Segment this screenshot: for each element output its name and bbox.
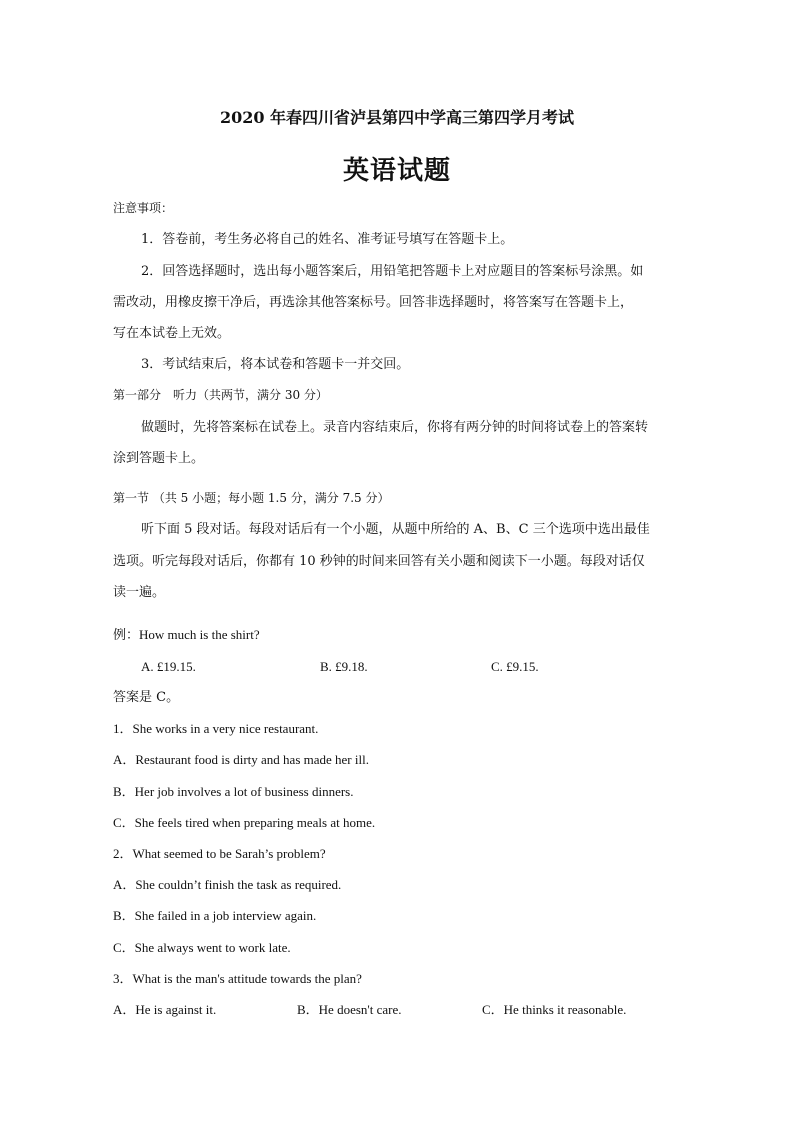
notice-item-2-line-2: 需改动，用橡皮擦干净后，再选涂其他答案标号。回答非选择题时，将答案写在答题卡上， bbox=[113, 295, 634, 310]
question-3-option-c: C．He thinks it reasonable. bbox=[482, 1002, 627, 1017]
question-3-stem: 3．What is the man's attitude towards the plan? bbox=[113, 971, 362, 986]
section1-heading: 第一节 （共 5 小题；每小题 1.5 分，满分 7.5 分） bbox=[113, 491, 390, 505]
exam-title: 2020 年春四川省泸县第四中学高三第四学月考试 bbox=[219, 108, 575, 127]
question-1-stem: 1．She works in a very nice restaurant. bbox=[113, 721, 319, 736]
section1-intro-line-2: 选项。听完每段对话后，你都有 10 秒钟的时间来回答有关小题和阅读下一小题。每段对话仅 bbox=[113, 554, 645, 569]
question-2-option-c: C．She always went to work late. bbox=[113, 940, 291, 955]
example-question: 例：How much is the shirt? bbox=[113, 627, 260, 642]
question-2-option-a: A．She couldn’t finish the task as required. bbox=[113, 877, 342, 892]
question-1-option-a: A．Restaurant food is dirty and has made her ill. bbox=[113, 752, 369, 767]
question-2-option-b: B．She failed in a job interview again. bbox=[113, 908, 317, 923]
question-3-option-a: A．He is against it. bbox=[113, 1002, 217, 1017]
question-1-option-b: B．Her job involves a lot of business dinners. bbox=[113, 784, 354, 799]
notice-item-2-line-1: 2．回答选择题时，选出每小题答案后，用铅笔把答题卡上对应题目的答案标号涂黑。如 bbox=[141, 264, 644, 279]
question-1-option-c: C．She feels tired when preparing meals at home. bbox=[113, 815, 376, 830]
question-2-stem: 2．What seemed to be Sarah’s problem? bbox=[113, 846, 326, 861]
notice-item-2-line-3: 写在本试卷上无效。 bbox=[113, 326, 231, 341]
example-option-b: B. £9.18. bbox=[320, 659, 368, 674]
section1-intro-line-3: 读一遍。 bbox=[113, 585, 166, 600]
question-3-option-b: B．He doesn't care. bbox=[297, 1002, 402, 1017]
subject-title: 英语试题 bbox=[342, 156, 451, 186]
part1-intro-line-1: 做题时，先将答案标在试卷上。录音内容结束后，你将有两分钟的时间将试卷上的答案转 bbox=[141, 420, 649, 435]
part1-intro-line-2: 涂到答题卡上。 bbox=[113, 451, 205, 466]
notice-item-1: 1．答卷前，考生务必将自己的姓名、准考证号填写在答题卡上。 bbox=[141, 232, 514, 247]
notice-heading: 注意事项： bbox=[113, 201, 174, 215]
notice-item-3: 3．考试结束后，将本试卷和答题卡一并交回。 bbox=[141, 357, 410, 372]
example-option-c: C. £9.15. bbox=[491, 659, 539, 674]
part1-heading: 第一部分 听力（共两节，满分 30 分） bbox=[113, 388, 328, 402]
example-option-a: A. £19.15. bbox=[141, 659, 196, 674]
section1-intro-line-1: 听下面 5 段对话。每段对话后有一个小题，从题中所给的 A、B、C 三个选项中选出最佳 bbox=[141, 522, 650, 537]
example-answer: 答案是 C。 bbox=[113, 690, 180, 705]
